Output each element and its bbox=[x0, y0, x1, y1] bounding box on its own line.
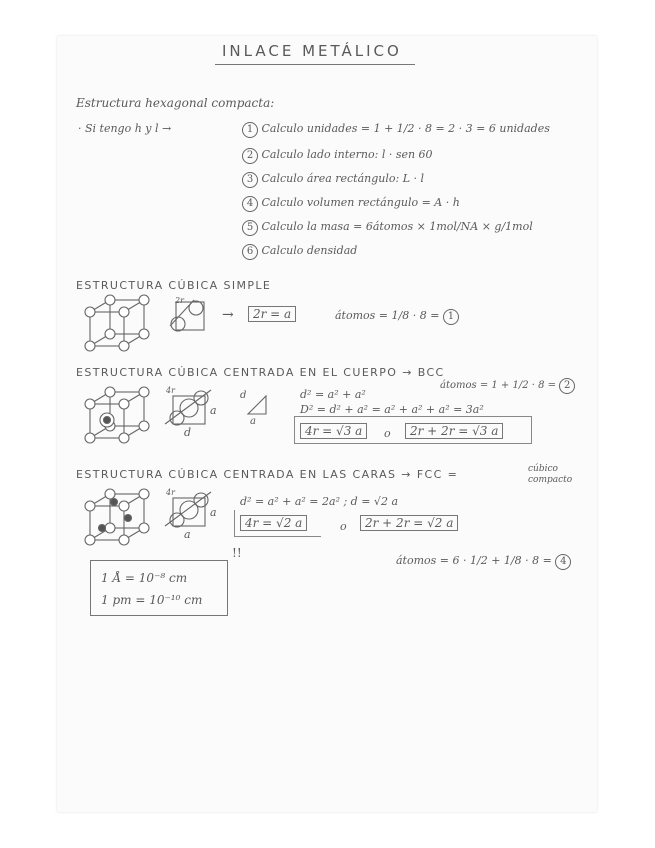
bcc-label-a: a bbox=[210, 404, 217, 417]
simple-cubic-cube-figure bbox=[84, 294, 154, 352]
bcc-heading: ESTRUCTURA CÚBICA CENTRADA EN EL CUERPO → BCC bbox=[76, 366, 445, 379]
fcc-heading: ESTRUCTURA CÚBICA CENTRADA EN LAS CARAS → FCC = bbox=[76, 468, 459, 481]
fcc-eq: d² = a² + a² = 2a² ; d = √2 a bbox=[240, 495, 398, 508]
step-text: Calculo lado interno: l · sen 60 bbox=[261, 148, 433, 161]
bcc-atoms bbox=[440, 378, 575, 394]
fcc-exclaim: !! bbox=[232, 546, 242, 560]
bcc-eq1: d² = a² + a² bbox=[300, 388, 366, 401]
fcc-atoms-result: 4 bbox=[555, 554, 571, 570]
simple-atoms bbox=[335, 309, 459, 325]
fcc-box1: 4r = √2 a bbox=[240, 515, 307, 531]
bcc-atoms-text: átomos = 1 + 1/2 · 8 = bbox=[440, 380, 557, 391]
units-row-picometer: 1 pm = 10⁻¹⁰ cm bbox=[101, 593, 203, 607]
step-text: Calculo área rectángulo: L · l bbox=[261, 172, 425, 185]
page-title: INLACE METÁLICO bbox=[222, 42, 402, 60]
fcc-note: cúbico compacto bbox=[528, 464, 573, 485]
units-box bbox=[90, 560, 228, 616]
bcc-label-4r: 4r bbox=[166, 386, 175, 395]
step-2 bbox=[242, 148, 433, 164]
simple-heading: ESTRUCTURA CÚBICA SIMPLE bbox=[76, 279, 272, 292]
step-number: 3 bbox=[242, 172, 258, 188]
bcc-label-d: d bbox=[184, 426, 192, 439]
simple-atoms-text: átomos = 1/8 · 8 = bbox=[335, 309, 440, 322]
bcc-eq2: D² = d² + a² = a² + a² + a² = 3a² bbox=[300, 403, 484, 416]
fcc-label-4r: 4r bbox=[166, 488, 175, 497]
step-text: Calculo volumen rectángulo = A · h bbox=[261, 196, 460, 209]
step-text: Calculo unidades = 1 + 1/2 · 8 = 2 · 3 = 6 unidades bbox=[261, 122, 550, 135]
step-1 bbox=[242, 122, 550, 138]
bcc-tri-d: d bbox=[240, 390, 247, 401]
step-text: Calculo densidad bbox=[261, 244, 358, 257]
bcc-tri-a: a bbox=[250, 416, 256, 427]
fcc-box2: 2r + 2r = √2 a bbox=[360, 515, 458, 531]
step-6 bbox=[242, 244, 357, 260]
bcc-triangle-figure bbox=[244, 392, 270, 418]
cube-front-face bbox=[90, 312, 124, 346]
step-number: 4 bbox=[242, 196, 258, 212]
step-number: 2 bbox=[242, 148, 258, 164]
step-number: 1 bbox=[242, 122, 258, 138]
step-4 bbox=[242, 196, 460, 212]
bcc-box1: 4r = √3 a bbox=[300, 423, 367, 439]
bcc-cube-figure bbox=[84, 386, 154, 444]
fcc-label-a-bottom: a bbox=[184, 528, 191, 541]
fcc-cube-figure bbox=[84, 488, 154, 546]
units-row-angstrom: 1 Å = 10⁻⁸ cm bbox=[101, 571, 188, 585]
step-3 bbox=[242, 172, 424, 188]
step-number: 5 bbox=[242, 220, 258, 236]
step-5 bbox=[242, 220, 533, 236]
fcc-label-a-right: a bbox=[210, 506, 217, 519]
fcc-atoms-text: átomos = 6 · 1/2 + 1/8 · 8 = bbox=[396, 554, 552, 567]
cube-back-face bbox=[110, 300, 144, 334]
simple-arrow: → bbox=[222, 307, 234, 323]
bcc-box2: 2r + 2r = √3 a bbox=[405, 423, 503, 439]
simple-formula-box: 2r = a bbox=[248, 306, 296, 322]
fcc-atoms bbox=[396, 554, 571, 570]
hexagonal-heading: Estructura hexagonal compacta: bbox=[76, 96, 275, 110]
step-text: Calculo la masa = 6átomos × 1mol/NA × g/1mol bbox=[261, 220, 533, 233]
simple-atoms-result: 1 bbox=[443, 309, 459, 325]
title-underline bbox=[215, 64, 415, 65]
hexagonal-condition: · Si tengo h y l → bbox=[78, 122, 172, 135]
bcc-or: o bbox=[384, 427, 391, 440]
fcc-or: o bbox=[340, 520, 347, 533]
step-number: 6 bbox=[242, 244, 258, 260]
bcc-atoms-result: 2 bbox=[559, 378, 575, 394]
simple-fig-label: 2r bbox=[175, 296, 184, 305]
